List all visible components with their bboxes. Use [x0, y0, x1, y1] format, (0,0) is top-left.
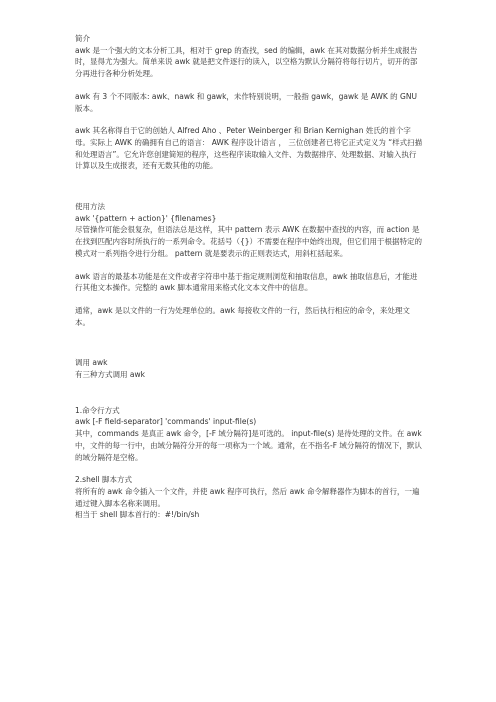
cmdline-heading: 1.命令行方式 [75, 405, 120, 415]
usage-syntax: awk '{pattern + action}' {filenames} [75, 213, 217, 223]
shell-paragraph-2: 相当于 shell 脚本首行的：#!/bin/sh [75, 510, 200, 520]
shell-heading: 2.shell 脚本方式 [75, 475, 132, 485]
section-heading-usage: 使用方法 [75, 202, 105, 212]
document-body [75, 33, 423, 521]
intro-paragraph-2: awk 有 3 个不同版本: awk、nawk 和 gawk，未作特别说明，一般指 gawk，gawk 是 AWK 的 GNU 版本。 [75, 91, 417, 113]
intro-paragraph-1: awk 是一个强大的文本分析工具，相对于 grep 的查找，sed 的编辑，awk 在其对数据分析并生成报告时，显得尤为强大。简单来说 awk 就是把文件逐行的读入，以空格为默认分隔符将每行切片，切开的部分再进行各种分析处理。 [75, 45, 418, 79]
cmdline-syntax: awk [-F field-separator] 'commands' input-file(s) [75, 417, 257, 427]
shell-paragraph-1: 将所有的 awk 命令插入一个文件，并使 awk 程序可执行，然后 awk 命令解释器作为脚本的首行，一遍通过键入脚本名称来调用。 [75, 486, 420, 508]
usage-paragraph-1: 尽管操作可能会很复杂，但语法总是这样，其中 pattern 表示 AWK 在数据中查找的内容，而 action 是在找到匹配内容时所执行的一系列命令。花括号（{}）不需要在程序中始终出现，但它们用于根据特定的模式对一系列指令进行分组。 pattern 就是要表示的正则表达式，用斜杠括起来。 [75, 225, 423, 258]
cmdline-paragraph: 其中，commands 是真正 awk 命令，[-F 域分隔符]是可选的。 input-file(s) 是待处理的文件。在 awk 中，文件的每一行中，由域分隔符分开的每一项称为一个域。通常，在不指名-F 域分隔符的情况下，默认的域分隔符是空格。 [75, 429, 422, 462]
usage-paragraph-3: 通常，awk 是以文件的一行为处理单位的。awk 每接收文件的一行，然后执行相应的命令，来处理文本。 [75, 305, 410, 327]
section-heading-invoke: 调用 awk [75, 358, 108, 368]
intro-paragraph-3: awk 其名称得自于它的创始人 Alfred Aho 、Peter Weinberger 和 Brian Kernighan 姓氏的首个字母。实际上 AWK 的确拥有自己的语言： AWK 程序设计语言 ， 三位创建者已将它正式定义为 “样式扫描和处理语言”。它允许您创建简短的程序，这些程序读取输入文件、为数据排序、处理数据、对输入执行计算以及生成报表，还有无数其他的功能。 [75, 126, 423, 171]
section-heading-intro: 简介 [75, 34, 90, 43]
usage-paragraph-2: awk 语言的最基本功能是在文件或者字符串中基于指定规则浏览和抽取信息，awk 抽取信息后，才能进行其他文本操作。完整的 awk 脚本通常用来格式化文本文件中的信息。 [75, 271, 418, 293]
invoke-subheading: 有三种方式调用 awk [75, 370, 145, 380]
